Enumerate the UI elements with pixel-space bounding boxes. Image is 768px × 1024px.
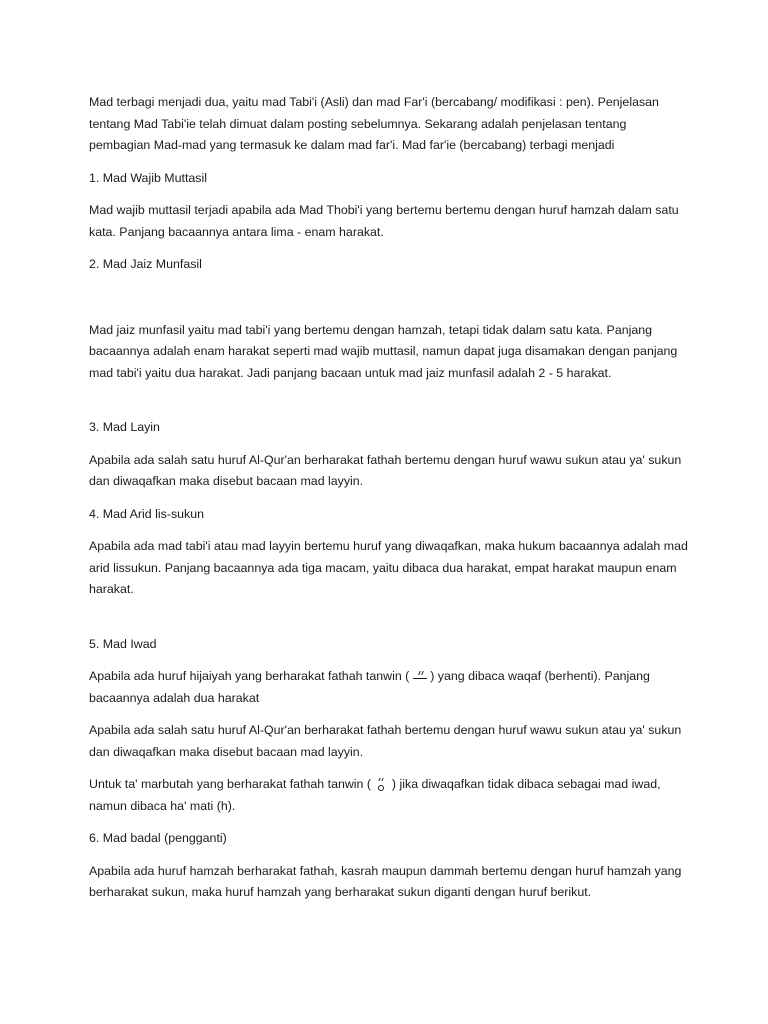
section-5-p1-text-b: ) yang dibaca waqaf (berhenti). Panjang bacaannya adalah dua harakat (89, 669, 650, 705)
section-5-paragraph-2: Apabila ada salah satu huruf Al-Qur'an berharakat fathah bertemu dengan huruf wawu sukun atau ya' sukun dan diwaqafkan maka disebut bacaan mad layyin. (89, 723, 682, 759)
section-1-paragraph: Mad wajib muttasil terjadi apabila ada Mad Thobi'i yang bertemu bertemu dengan huruf hamzah dalam satu kata. Panjang bacaannya antara lima - enam harakat. (89, 203, 679, 239)
section-3-heading: 3. Mad Layin (89, 420, 160, 434)
fathah-tanwin-icon (413, 670, 427, 684)
intro-paragraph: Mad terbagi menjadi dua, yaitu mad Tabi'i (Asli) dan mad Far'i (bercabang/ modifikasi : pen). Penjelasan tentang Mad Tabi'ie telah dimuat dalam posting sebelumnya. Sekarang adalah penjelasan tentang pembagian Mad-mad yang termasuk ke dalam mad far'i. Mad far'ie (bercabang) terbagi menjadi (89, 95, 659, 152)
ta-marbutah-tanwin-icon (374, 778, 388, 792)
section-1-heading: 1. Mad Wajib Muttasil (89, 170, 207, 185)
section-6-heading: 6. Mad badal (pengganti) (89, 831, 227, 845)
section-5-p3-text-b: ) jika diwaqafkan tidak dibaca sebagai mad iwad, namun dibaca ha' mati (h). (89, 777, 661, 813)
section-4-heading: 4. Mad Arid lis-sukun (89, 506, 205, 521)
section-5-heading: 5. Mad Iwad (89, 636, 157, 651)
section-5-p3-text-a: Untuk ta' marbutah yang berharakat fathah tanwin ( (89, 777, 372, 791)
section-6-paragraph: Apabila ada huruf hamzah berharakat fathah, kasrah maupun dammah bertemu dengan huruf hamzah yang berharakat sukun, maka huruf hamzah yang berharakat sukun diganti dengan huruf berikut. (89, 863, 682, 899)
section-5-p1-text-a: Apabila ada huruf hijaiyah yang berharakat fathah tanwin ( (89, 669, 410, 683)
section-2-paragraph: Mad jaiz munfasil yaitu mad tabi'i yang bertemu dengan hamzah, tetapi tidak dalam satu kata. Panjang bacaannya adalah enam harakat seperti mad wajib muttasil, namun dapat juga disamakan dengan panjang mad tabi'i yaitu dua harakat. Jadi panjang bacaan untuk mad jaiz munfasil adalah 2 - 5 harakat. (89, 322, 678, 380)
section-3-paragraph: Apabila ada salah satu huruf Al-Qur'an berharakat fathah bertemu dengan huruf wawu sukun atau ya' sukun dan diwaqafkan maka disebut bacaan mad layyin. (89, 452, 682, 488)
section-4-paragraph: Apabila ada mad tabi'i atau mad layyin bertemu huruf yang diwaqafkan, maka hukum bacaannya adalah mad arid lissukun. Panjang bacaannya ada tiga macam, yaitu dibaca dua harakat, empat harakat maupun enam harakat. (89, 539, 688, 596)
section-5-paragraph-3 (89, 774, 688, 817)
section-5-paragraph-1 (89, 666, 688, 709)
section-2-heading: 2. Mad Jaiz Munfasil (89, 257, 202, 271)
